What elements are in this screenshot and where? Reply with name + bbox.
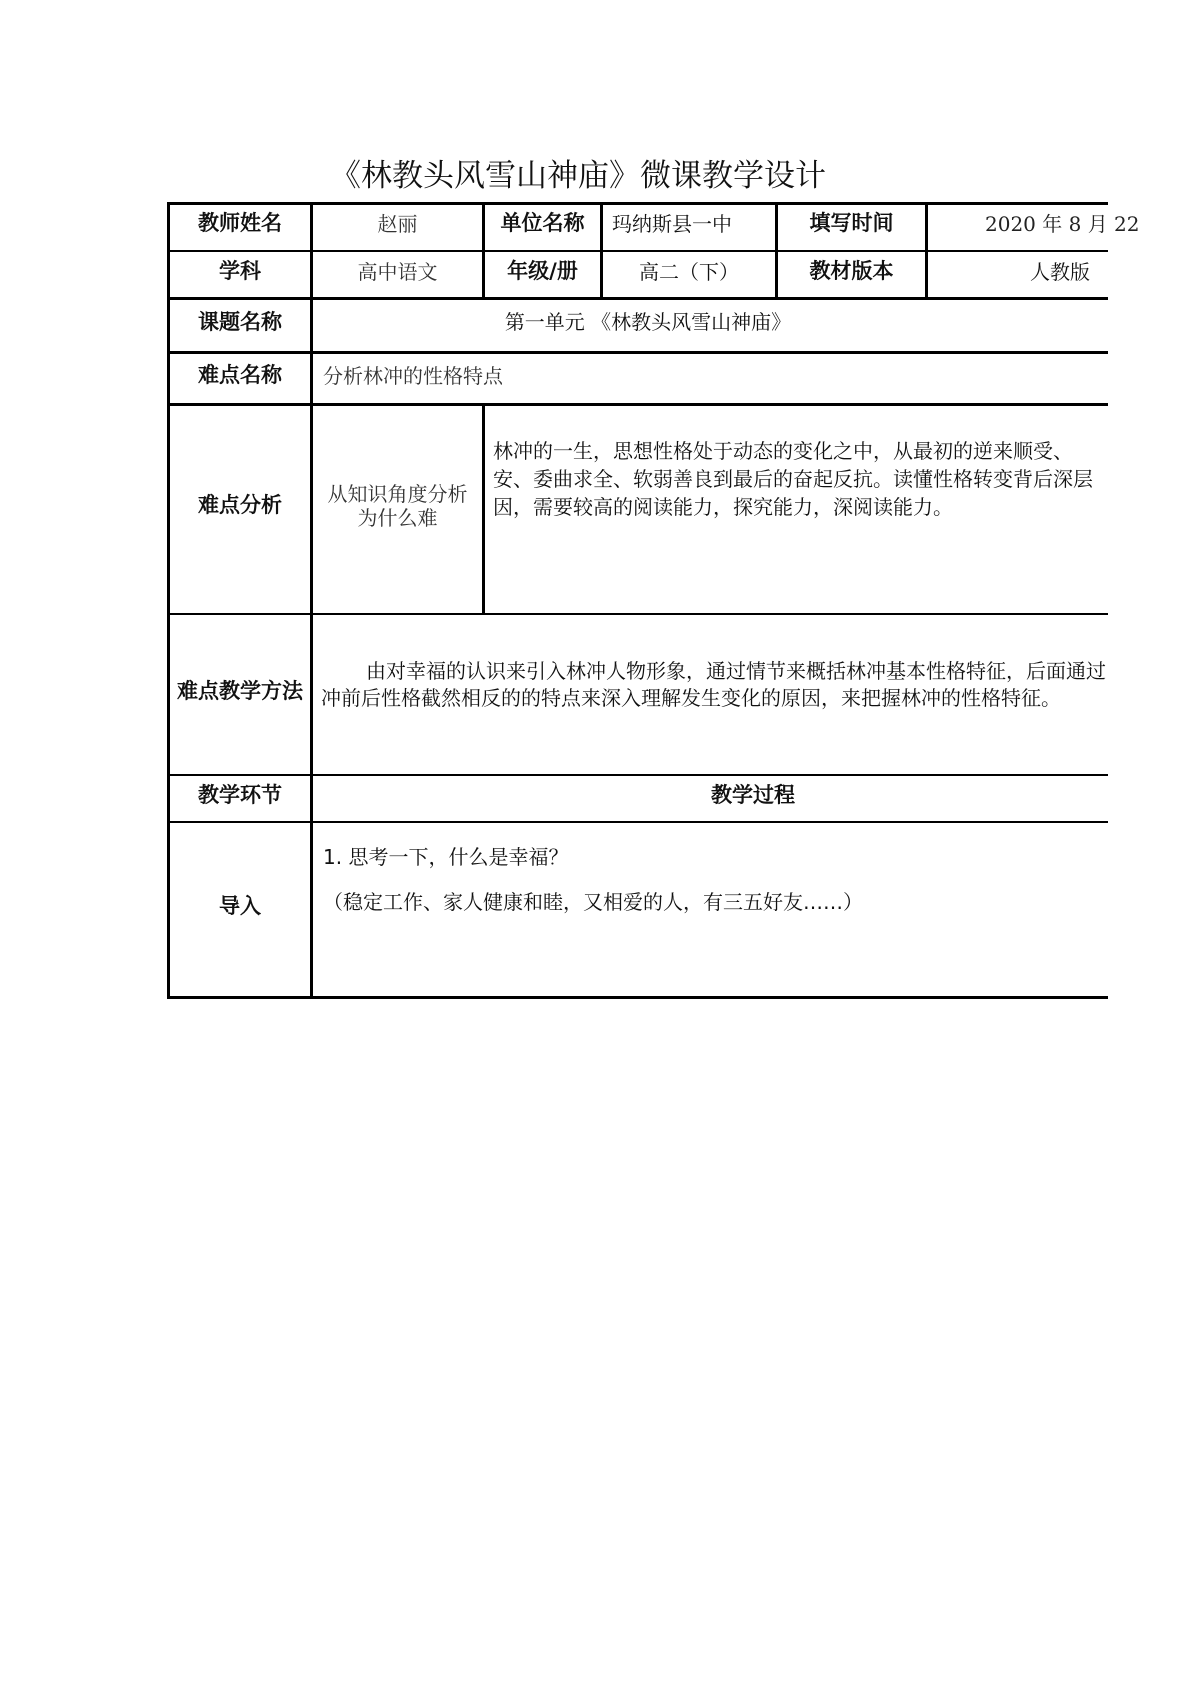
analysis-text-line1: 林冲的一生，思想性格处于动态的变化之中，从最初的逆来顺受、: [493, 439, 1073, 463]
textbook-edition-label: 教材版本: [809, 259, 894, 283]
difficulty-name-label: 难点名称: [198, 363, 282, 387]
grade-value: 高二（下）: [639, 260, 739, 284]
analysis-angle-label-line2: 为什么难: [357, 506, 438, 530]
table-rule: [167, 613, 1108, 615]
table-column-rule: [482, 403, 485, 615]
grade-label: 年级/册: [507, 259, 578, 283]
topic-label: 课题名称: [198, 310, 282, 334]
difficulty-name-value: 分析林冲的性格特点: [323, 364, 503, 388]
analysis-angle-label-line1: 从知识角度分析: [327, 482, 468, 506]
analysis-text-line3: 因，需要较高的阅读能力，探究能力，深阅读能力。: [493, 495, 953, 519]
unit-name-value: 玛纳斯县一中: [612, 212, 732, 236]
topic-value: 第一单元 《林教头风雪山神庙》: [504, 310, 792, 334]
fill-date-label: 填写时间: [809, 211, 894, 235]
teaching-process-header: 教学过程: [711, 783, 795, 807]
table-rule: [167, 774, 1108, 776]
table-border-top: [167, 202, 1108, 205]
intro-question: 1. 思考一下，什么是幸福？: [323, 845, 569, 869]
teacher-name-value: 赵丽: [377, 212, 418, 236]
table-rule: [167, 821, 1108, 823]
intro-answer: （稳定工作、家人健康和睦，又相爱的人，有三五好友……）: [323, 890, 863, 914]
table-column-rule: [925, 202, 928, 300]
teaching-stage-label: 教学环节: [198, 783, 282, 807]
subject-value: 高中语文: [357, 260, 438, 284]
unit-name-label: 单位名称: [500, 211, 585, 235]
textbook-edition-value: 人教版: [1030, 260, 1090, 284]
table-border-bottom: [167, 996, 1108, 999]
teacher-name-label: 教师姓名: [198, 211, 282, 235]
table-rule: [167, 297, 1108, 300]
subject-label: 学科: [219, 259, 261, 283]
teaching-method-line2: 冲前后性格截然相反的的特点来深入理解发生变化的原因，来把握林冲的性格特征。: [321, 686, 1061, 710]
document-title: 《林教头风雪山神庙》微课教学设计: [330, 158, 826, 194]
table-column-rule: [600, 202, 603, 300]
table-rule: [167, 403, 1108, 406]
teaching-method-line1: 由对幸福的认识来引入林冲人物形象，通过情节来概括林冲基本性格特征，后面通过: [366, 659, 1106, 683]
intro-label: 导入: [219, 894, 261, 918]
teaching-method-label: 难点教学方法: [177, 679, 303, 703]
fill-date-value: 2020 年 8 月 22: [985, 212, 1140, 236]
table-rule: [167, 351, 1108, 354]
analysis-text-line2: 安、委曲求全、软弱善良到最后的奋起反抗。读懂性格转变背后深层: [493, 467, 1093, 491]
table-rule: [167, 250, 1108, 252]
difficulty-analysis-label: 难点分析: [198, 493, 282, 517]
